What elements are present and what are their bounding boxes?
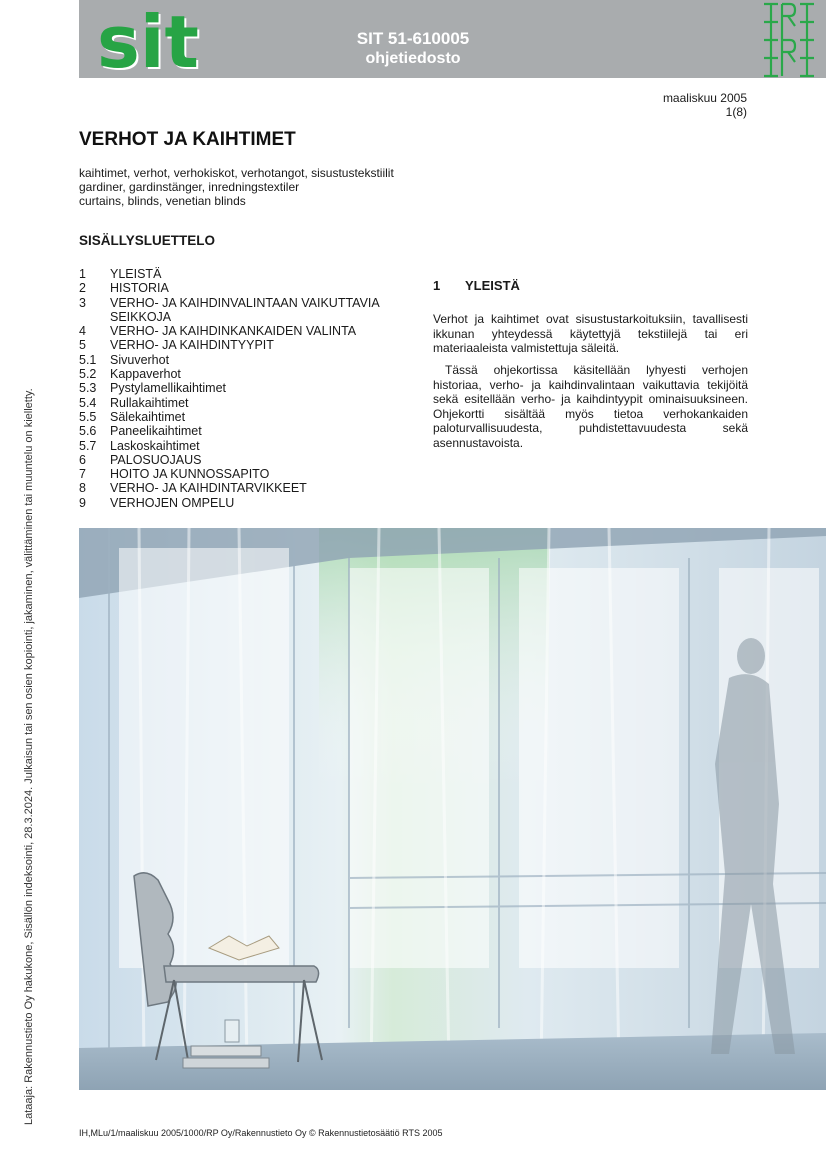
toc-item-number: 4 (79, 324, 86, 339)
toc-item-label: Paneelikaihtimet (110, 424, 202, 439)
toc-item (79, 381, 419, 395)
toc-item-label: VERHOJEN OMPELU (110, 495, 235, 510)
toc-heading: SISÄLLYSLUETTELO (79, 233, 216, 248)
rt-logo-icon (758, 0, 826, 78)
curtains-photo (79, 528, 826, 1090)
toc-item-number: 5.1 (79, 352, 97, 367)
toc-item-number: 5.2 (79, 367, 97, 382)
keywords (79, 166, 394, 208)
document-code: SIT 51-610005 (356, 29, 470, 48)
toc-item-label: PALOSUOJAUS (110, 452, 202, 467)
keywords-english: curtains, blinds, venetian blinds (79, 194, 246, 208)
toc-item-number: 5.7 (79, 438, 97, 453)
toc-item-number: 9 (79, 495, 86, 510)
toc-item-label: VERHO- JA KAIHDINKANKAIDEN VALINTA (110, 324, 357, 339)
toc-item (79, 338, 419, 352)
toc-item-number: 8 (79, 481, 86, 496)
section-heading (433, 278, 520, 294)
toc-item-number: 1 (79, 267, 86, 281)
toc-item (79, 396, 419, 410)
toc-item (79, 353, 419, 367)
toc-item-label: HISTORIA (110, 281, 169, 296)
toc-item (79, 481, 419, 495)
toc-item-label: Rullakaihtimet (110, 395, 189, 410)
toc-item-label: VERHO- JA KAIHDINVALINTAAN VAIKUTTAVIA SEIKKOJA (110, 295, 380, 324)
body-paragraph: Verhot ja kaihtimet ovat sisustustarkoituksiin, tavallisesti ikkunan yhteydessä käytettyjä tekstiilejä tai eri materiaaleista valmistettuja säleitä. (433, 312, 748, 356)
header-banner (79, 0, 826, 84)
document-title: VERHOT JA KAIHTIMET (79, 129, 296, 150)
sit-logo: sit (97, 0, 199, 84)
toc-item-label: VERHO- JA KAIHDINTYYPIT (110, 338, 274, 353)
toc-item-number: 5.6 (79, 424, 97, 439)
section-title: YLEISTÄ (465, 278, 520, 293)
toc-item (79, 467, 419, 481)
toc-item-label: Kappaverhot (110, 367, 181, 382)
page-number: 1(8) (725, 105, 747, 119)
toc-item (79, 267, 419, 281)
toc-item-number: 2 (79, 281, 86, 296)
section-number: 1 (433, 278, 441, 293)
issue-date: maaliskuu 2005 (662, 91, 747, 105)
toc-item (79, 439, 419, 453)
toc-item (79, 496, 419, 510)
toc-item-number: 6 (79, 452, 86, 467)
toc-item-number: 7 (79, 467, 86, 482)
body-paragraph: Tässä ohjekortissa käsitellään lyhyesti verhojen historiaa, verho- ja kaihdinvalintaan vaikuttavia tekijöitä sekä esitellään verho- ja kaihdintyypit ominaisuuksineen. Ohjekortti sisältää myös tietoa verhokankaiden paloturvallisuudesta, puhdistettavuudesta sekä asennustavoista. (433, 363, 748, 450)
keywords-swedish: gardiner, gardinstänger, inredningstextiler (79, 180, 300, 194)
toc-item-label: Sälekaihtimet (110, 409, 186, 424)
table-of-contents (79, 267, 419, 510)
toc-item-label: HOITO JA KUNNOSSAPITO (110, 467, 270, 482)
copyright-notice-vertical: Lataaja: Rakennustieto Oy hakukone, Sisällön indeksointi, 28.3.2024. Julkaisun tai sen osien kopiointi, jakaminen, välittäminen tai muuntelu on kielletty. (23, 388, 35, 1125)
toc-item (79, 324, 419, 338)
toc-item-number: 5.4 (79, 395, 97, 410)
keywords-finnish: kaihtimet, verhot, verhokiskot, verhotangot, sisustustekstiilit (79, 166, 394, 180)
toc-item (79, 410, 419, 424)
toc-item (79, 296, 419, 325)
toc-item-number: 3 (79, 295, 86, 310)
toc-item-label: Laskoskaihtimet (110, 438, 200, 453)
toc-item-number: 5.5 (79, 409, 97, 424)
toc-item-label: YLEISTÄ (110, 267, 162, 281)
toc-item-number: 5.3 (79, 381, 97, 396)
toc-item-label: Pystylamellikaihtimet (110, 381, 227, 396)
footer-credits: IH,MLu/1/maaliskuu 2005/1000/RP Oy/Rakennustieto Oy © Rakennustietosäätiö RTS 2005 (79, 1128, 443, 1138)
toc-item-label: Sivuverhot (110, 352, 170, 367)
document-type: ohjetiedosto (365, 50, 461, 67)
toc-item (79, 424, 419, 438)
toc-item (79, 453, 419, 467)
toc-item (79, 367, 419, 381)
toc-item-number: 5 (79, 338, 86, 353)
toc-item (79, 281, 419, 295)
toc-item-label: VERHO- JA KAIHDINTARVIKKEET (110, 481, 307, 496)
